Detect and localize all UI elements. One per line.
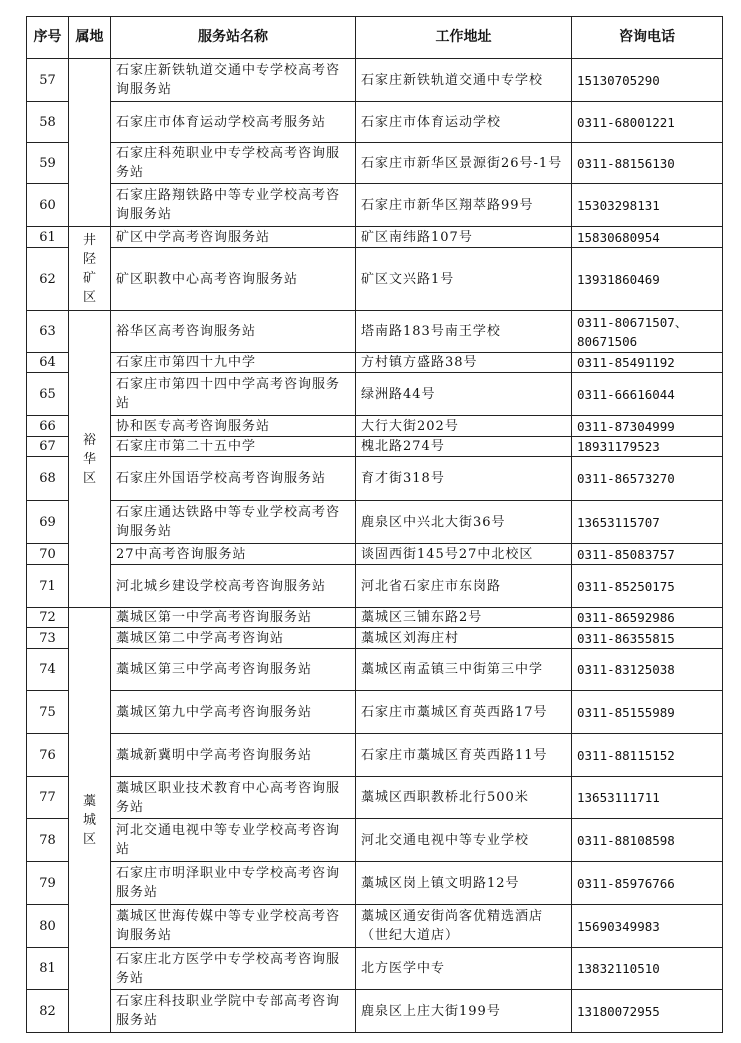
table-row [27, 990, 723, 1033]
station-address: 藁城区岗上镇文明路12号 [356, 862, 572, 905]
station-name: 藁城区第九中学高考咨询服务站 [111, 691, 356, 734]
station-address: 石家庄市新华区翔萃路99号 [356, 184, 572, 227]
station-address: 藁城区西职教桥北行500米 [356, 777, 572, 819]
row-number: 63 [27, 311, 69, 353]
station-name: 石家庄通达铁路中等专业学校高考咨询服务站 [111, 501, 356, 544]
station-name: 石家庄路翔铁路中等专业学校高考咨询服务站 [111, 184, 356, 227]
station-phone: 0311-85976766 [572, 862, 723, 905]
station-address: 塔南路183号南王学校 [356, 311, 572, 353]
table-row [27, 544, 723, 565]
table-row [27, 59, 723, 102]
table-row [27, 143, 723, 184]
station-address: 藁城区刘海庄村 [356, 628, 572, 649]
row-number: 68 [27, 457, 69, 501]
station-address: 北方医学中专 [356, 948, 572, 990]
station-name: 河北交通电视中等专业学校高考咨询站 [111, 819, 356, 862]
table-row [27, 373, 723, 416]
row-number: 62 [27, 248, 69, 311]
station-address: 河北省石家庄市东岗路 [356, 565, 572, 608]
district-cell [69, 59, 111, 227]
station-address: 育才街318号 [356, 457, 572, 501]
table-row [27, 565, 723, 608]
table-row [27, 734, 723, 777]
station-phone: 13653111711 [572, 777, 723, 819]
station-phone: 0311-86592986 [572, 608, 723, 628]
table-row [27, 777, 723, 819]
table-row [27, 905, 723, 948]
table-row [27, 353, 723, 373]
station-address: 河北交通电视中等专业学校 [356, 819, 572, 862]
service-station-table [26, 16, 723, 1033]
table-row [27, 184, 723, 227]
station-name: 石家庄市第二十五中学 [111, 437, 356, 457]
row-number: 58 [27, 102, 69, 143]
station-address: 石家庄市新华区景源街26号-1号 [356, 143, 572, 184]
station-name: 石家庄北方医学中专学校高考咨询服务站 [111, 948, 356, 990]
district-cell [69, 608, 111, 1033]
district-label: 裕华区 [82, 432, 96, 486]
table-row [27, 649, 723, 691]
station-phone: 0311-85491192 [572, 353, 723, 373]
station-phone: 13653115707 [572, 501, 723, 544]
station-name: 石家庄科技职业学院中专部高考咨询服务站 [111, 990, 356, 1033]
station-address: 藁城区通安街尚客优精选酒店（世纪大道店） [356, 905, 572, 948]
station-name: 石家庄新铁轨道交通中专学校高考咨询服务站 [111, 59, 356, 102]
station-address: 谈固西街145号27中北校区 [356, 544, 572, 565]
table-row [27, 248, 723, 311]
district-label: 藁城区 [82, 793, 96, 847]
station-address: 石家庄新铁轨道交通中专学校 [356, 59, 572, 102]
header-name: 服务站名称 [111, 17, 356, 59]
station-phone: 0311-86573270 [572, 457, 723, 501]
row-number: 79 [27, 862, 69, 905]
station-name: 矿区中学高考咨询服务站 [111, 227, 356, 248]
station-phone: 15690349983 [572, 905, 723, 948]
station-name: 协和医专高考咨询服务站 [111, 416, 356, 437]
station-phone: 13180072955 [572, 990, 723, 1033]
district-cell [69, 311, 111, 608]
station-phone: 0311-83125038 [572, 649, 723, 691]
station-name: 藁城区第一中学高考咨询服务站 [111, 608, 356, 628]
table-row [27, 501, 723, 544]
station-name: 藁城区世海传媒中等专业学校高考咨询服务站 [111, 905, 356, 948]
station-address: 藁城区三铺东路2号 [356, 608, 572, 628]
station-address: 方村镇方盛路38号 [356, 353, 572, 373]
station-phone: 15303298131 [572, 184, 723, 227]
row-number: 76 [27, 734, 69, 777]
row-number: 82 [27, 990, 69, 1033]
station-name: 石家庄市明泽职业中专学校高考咨询服务站 [111, 862, 356, 905]
table-row [27, 608, 723, 628]
station-name: 石家庄外国语学校高考咨询服务站 [111, 457, 356, 501]
header-phone: 咨询电话 [572, 17, 723, 59]
station-name: 藁城区第二中学高考咨询站 [111, 628, 356, 649]
station-phone: 0311-66616044 [572, 373, 723, 416]
row-number: 59 [27, 143, 69, 184]
row-number: 81 [27, 948, 69, 990]
station-phone: 13832110510 [572, 948, 723, 990]
table-row [27, 311, 723, 353]
header-district: 属地 [69, 17, 111, 59]
table-row [27, 227, 723, 248]
station-phone: 0311-85155989 [572, 691, 723, 734]
table-row [27, 819, 723, 862]
station-name: 裕华区高考咨询服务站 [111, 311, 356, 353]
district-cell [69, 227, 111, 311]
row-number: 73 [27, 628, 69, 649]
station-phone: 0311-85250175 [572, 565, 723, 608]
station-phone: 0311-87304999 [572, 416, 723, 437]
station-address: 石家庄市藁城区育英西路11号 [356, 734, 572, 777]
station-phone: 0311-88108598 [572, 819, 723, 862]
station-address: 石家庄市体育运动学校 [356, 102, 572, 143]
station-name: 藁城区第三中学高考咨询服务站 [111, 649, 356, 691]
row-number: 77 [27, 777, 69, 819]
station-phone: 18931179523 [572, 437, 723, 457]
row-number: 74 [27, 649, 69, 691]
row-number: 67 [27, 437, 69, 457]
row-number: 69 [27, 501, 69, 544]
station-name: 石家庄市第四十九中学 [111, 353, 356, 373]
station-name: 河北城乡建设学校高考咨询服务站 [111, 565, 356, 608]
table-row [27, 437, 723, 457]
station-address: 矿区南纬路107号 [356, 227, 572, 248]
header-seq: 序号 [27, 17, 69, 59]
table-row [27, 628, 723, 649]
station-name: 石家庄市第四十四中学高考咨询服务站 [111, 373, 356, 416]
station-phone: 0311-88115152 [572, 734, 723, 777]
station-address: 大行大街202号 [356, 416, 572, 437]
station-name: 27中高考咨询服务站 [111, 544, 356, 565]
row-number: 80 [27, 905, 69, 948]
row-number: 72 [27, 608, 69, 628]
row-number: 57 [27, 59, 69, 102]
station-address: 鹿泉区上庄大街199号 [356, 990, 572, 1033]
station-address: 槐北路274号 [356, 437, 572, 457]
row-number: 64 [27, 353, 69, 373]
table-row [27, 102, 723, 143]
row-number: 66 [27, 416, 69, 437]
station-name: 矿区职教中心高考咨询服务站 [111, 248, 356, 311]
station-phone: 0311-68001221 [572, 102, 723, 143]
station-name: 藁城新冀明中学高考咨询服务站 [111, 734, 356, 777]
station-name: 石家庄市体育运动学校高考服务站 [111, 102, 356, 143]
table-header-row [27, 17, 723, 59]
row-number: 61 [27, 227, 69, 248]
station-address: 石家庄市藁城区育英西路17号 [356, 691, 572, 734]
station-phone: 0311-86355815 [572, 628, 723, 649]
station-address: 鹿泉区中兴北大街36号 [356, 501, 572, 544]
station-phone: 0311-80671507、80671506 [572, 311, 723, 353]
station-phone: 13931860469 [572, 248, 723, 311]
row-number: 75 [27, 691, 69, 734]
row-number: 78 [27, 819, 69, 862]
table-row [27, 457, 723, 501]
station-address: 矿区文兴路1号 [356, 248, 572, 311]
station-phone: 0311-88156130 [572, 143, 723, 184]
header-address: 工作地址 [356, 17, 572, 59]
table-row [27, 948, 723, 990]
station-phone: 0311-85083757 [572, 544, 723, 565]
district-label: 井陉矿区 [82, 232, 96, 305]
station-phone: 15130705290 [572, 59, 723, 102]
table-row [27, 691, 723, 734]
table-body [27, 59, 723, 1033]
row-number: 71 [27, 565, 69, 608]
station-address: 藁城区南孟镇三中街第三中学 [356, 649, 572, 691]
station-address: 绿洲路44号 [356, 373, 572, 416]
table-row [27, 862, 723, 905]
row-number: 65 [27, 373, 69, 416]
station-name: 藁城区职业技术教育中心高考咨询服务站 [111, 777, 356, 819]
table-row [27, 416, 723, 437]
row-number: 70 [27, 544, 69, 565]
station-name: 石家庄科苑职业中专学校高考咨询服务站 [111, 143, 356, 184]
station-phone: 15830680954 [572, 227, 723, 248]
row-number: 60 [27, 184, 69, 227]
